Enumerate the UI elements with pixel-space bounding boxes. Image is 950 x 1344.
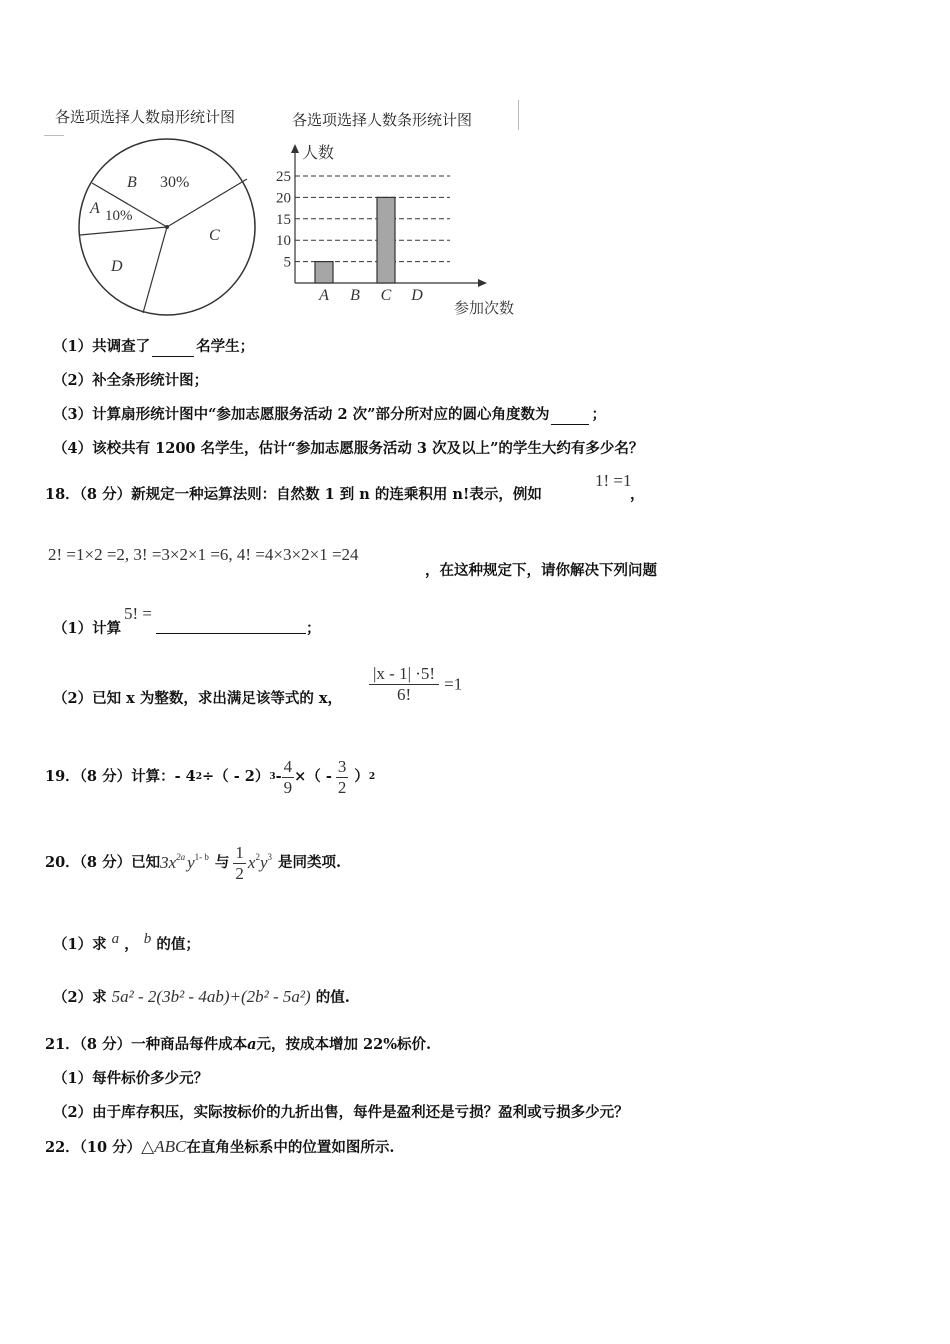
q19-fraction-1 <box>282 757 295 798</box>
exponent: 2a <box>176 852 186 862</box>
fraction-denominator: 6! <box>396 685 412 704</box>
bar-chart <box>268 138 530 320</box>
exponent: 1- b <box>194 852 209 862</box>
q19-fraction-2 <box>336 757 349 798</box>
q20-term1-y: y <box>187 853 195 872</box>
q17-part2: （2）补全条形统计图； <box>53 372 209 389</box>
q18-part2: （2）已知 x 为整数，求出满足该等式的 x， <box>53 690 343 707</box>
figure-divider <box>518 100 519 130</box>
q17-part1-tail: 名学生； <box>196 338 255 355</box>
q20-part2-lead: （2）求 <box>53 989 107 1006</box>
bar-chart-gridlines <box>276 169 450 271</box>
q19-close: ） <box>354 768 369 785</box>
y-tick-label: 15 <box>276 211 291 228</box>
var-b: b <box>143 931 152 947</box>
q20-term1: 3x <box>160 853 177 872</box>
x-tick-label: B <box>350 287 360 304</box>
q20-part1-lead: （1）求 <box>53 935 107 953</box>
exponent: 2 <box>368 772 376 782</box>
pie-label-b-percent: 30% <box>160 174 190 191</box>
q18-part1-expr: 5! = <box>124 604 152 623</box>
q17-part3-tail: ； <box>591 406 606 423</box>
q18-tail: ，在这种规定下，请你解决下列问题 <box>425 562 657 579</box>
q19-minus: - <box>275 768 282 785</box>
fraction-denominator: 2 <box>337 777 347 797</box>
pie-center <box>165 225 169 229</box>
bar-a <box>315 262 333 283</box>
q19-div: ÷（ - 2） <box>202 768 270 785</box>
q20-part1 <box>53 929 200 955</box>
q18-equation <box>369 664 462 705</box>
fraction-numerator: 1 <box>235 842 244 862</box>
fraction-denominator: 9 <box>283 777 293 797</box>
q17-part3 <box>53 405 606 425</box>
q21-stem-b: 元，按成本增加 22%标价. <box>256 1036 432 1053</box>
q20-part2-end: 的值. <box>315 989 350 1006</box>
pie-label-a: A <box>90 200 100 217</box>
pie-divider-cd <box>143 227 167 313</box>
fraction-denominator: 2 <box>235 863 244 883</box>
bar-chart-title: 各选项选择人数条形统计图 <box>292 111 473 129</box>
pie-label-b: B <box>127 174 137 191</box>
q20-term2: x <box>247 853 256 872</box>
bar-chart-marks <box>315 197 423 304</box>
q18-part1: （1）计算 <box>53 620 122 637</box>
q18-examples: 2! =1×2 =2, 3! =3×2×1 =6, 4! =4×3×2×1 =24 <box>48 545 359 564</box>
q20-part1-end: 的值； <box>156 935 200 953</box>
q21-part2: （2）由于库存积压，实际按标价的九折出售，每件是盈利还是亏损？盈利或亏损多少元？ <box>53 1104 629 1121</box>
pie-label-c: C <box>209 227 220 244</box>
q17-part4: （4）该校共有 1200 名学生，估计“参加志愿服务活动 3 次及以上”的学生大约有多少名？ <box>53 440 644 457</box>
q22-stem <box>45 1137 394 1158</box>
bar-y-axis-arrow <box>291 144 299 153</box>
q22-tail: 在直角坐标系中的位置如图所示. <box>186 1139 395 1156</box>
q20-part2 <box>53 987 350 1008</box>
q21-stem <box>45 1035 431 1055</box>
pie-label-d: D <box>111 258 123 275</box>
exponent: 3 <box>269 772 276 782</box>
fraction-numerator: 4 <box>283 756 293 776</box>
pie-chart-title: 各选项选择人数扇形统计图 <box>55 108 236 126</box>
q18-part1-end: ； <box>306 620 321 637</box>
figure-divider-small <box>44 135 64 136</box>
pie-divider-ad <box>80 227 167 235</box>
y-tick-label: 20 <box>276 190 291 207</box>
q19-line <box>45 747 375 807</box>
x-tick-label: D <box>411 287 423 304</box>
q19-term: - 4 <box>174 768 196 785</box>
q20-tail: 是同类项. <box>278 854 342 871</box>
exponent: 3 <box>267 852 273 862</box>
q17-part1 <box>53 337 254 357</box>
var-a: a <box>247 1036 257 1053</box>
y-tick-label: 25 <box>276 169 291 185</box>
exponent: 2 <box>195 772 202 782</box>
q18-example1: 1! =1 <box>595 471 632 490</box>
fraction-numerator: 3 <box>337 756 347 776</box>
bar-x-label: 参加次数 <box>454 301 515 317</box>
bar-x-axis-arrow <box>478 279 487 287</box>
answer-blank[interactable] <box>152 356 194 357</box>
q20-term2-y: y <box>259 853 268 872</box>
bar-y-label: 人数 <box>302 145 335 162</box>
q17-part1-text: （1）共调查了 <box>53 338 151 355</box>
x-tick-label: C <box>380 287 392 304</box>
q20-with: 与 <box>214 854 230 871</box>
q18-fraction <box>369 664 439 705</box>
q18-stem: 18．（8 分）新规定一种运算法则：自然数 1 到 n 的连乘积用 n!表示，例如 <box>45 486 542 503</box>
answer-blank[interactable] <box>156 633 306 634</box>
exponent: 2 <box>255 852 260 862</box>
separator: ， <box>124 935 139 953</box>
q18-comma: ， <box>630 486 645 503</box>
answer-blank[interactable] <box>551 424 589 425</box>
y-tick-label: 5 <box>283 254 291 271</box>
q19-times: ×（ - <box>294 768 332 785</box>
q20-line <box>45 833 341 893</box>
q18-rhs: =1 <box>444 674 463 694</box>
q21-stem-a: 21．（8 分）一种商品每件成本 <box>45 1036 248 1053</box>
q21-part1: （1）每件标价多少元？ <box>53 1070 209 1087</box>
y-tick-label: 10 <box>276 233 291 250</box>
q17-part3-text: （3）计算扇形统计图中“参加志愿服务活动 2 次”部分所对应的圆心角度数为 <box>53 406 550 423</box>
x-tick-label: A <box>319 287 329 304</box>
var-a: a <box>111 931 120 947</box>
pie-label-a-percent: 10% <box>105 208 133 224</box>
pie-chart <box>75 135 260 320</box>
q22-lead: 22．（10 分） <box>45 1139 142 1156</box>
fraction-numerator: |x - 1| ·5! <box>369 664 439 685</box>
q20-fraction <box>233 843 246 884</box>
bar-c <box>377 197 395 283</box>
q20-part2-expr: 5a² - 2(3b² - 4ab)+(2b² - 5a²) <box>111 987 311 1006</box>
q19-lead: 19．（8 分）计算： <box>45 768 175 785</box>
q22-triangle: △ABC <box>141 1137 187 1156</box>
q20-lead: 20．（8 分）已知 <box>45 854 161 871</box>
